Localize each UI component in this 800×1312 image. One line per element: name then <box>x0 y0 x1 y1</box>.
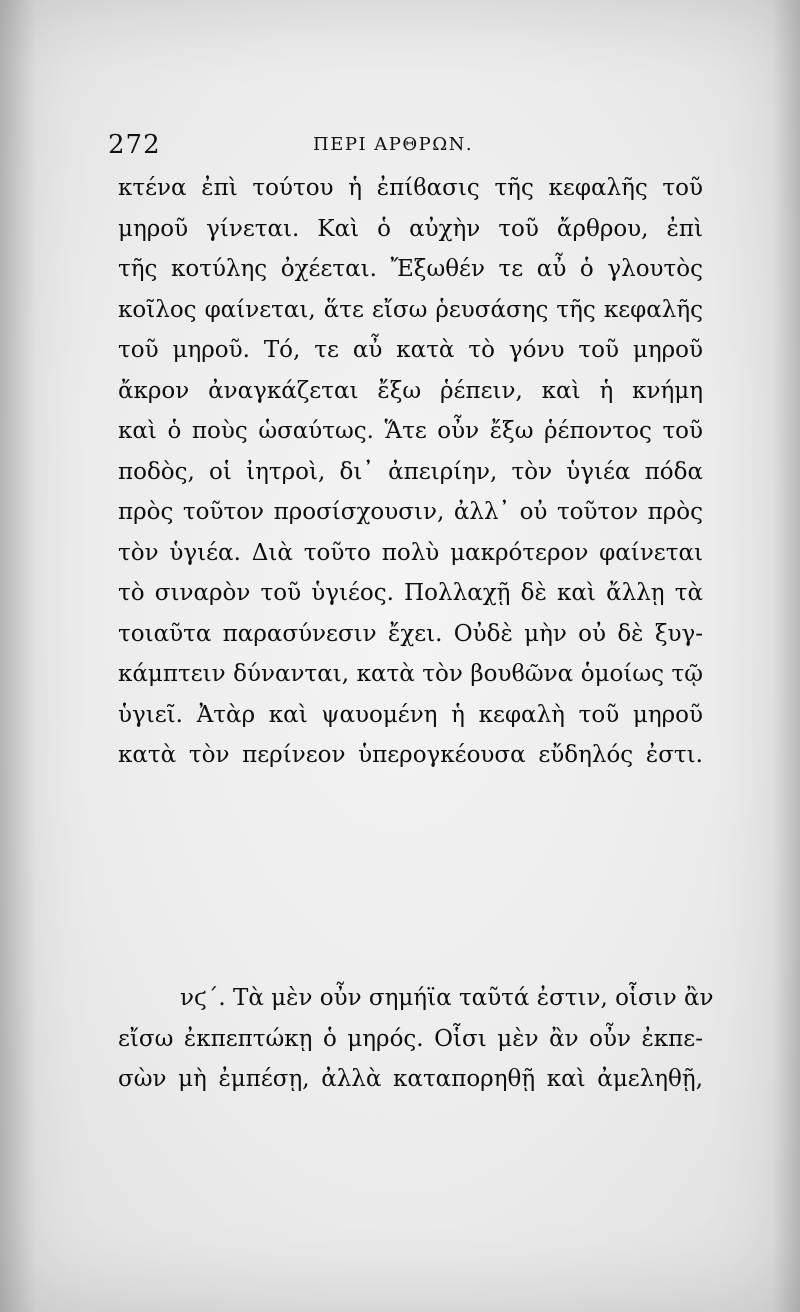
text-line: μηροῦ γίνεται. Καὶ ὁ αὐχὴν τοῦ ἄρθρου, ἐπὶ <box>118 215 703 242</box>
page-header <box>108 130 700 170</box>
text-line: σὼν μὴ ἐμπέσῃ, ἀλλὰ καταπορηθῇ καὶ ἀμεληθῇ, <box>118 1066 703 1092</box>
text-line: κτένα ἐπὶ τούτου ἡ ἐπίϐασις τῆς κεφαλῆς τοῦ <box>118 175 703 201</box>
text-line: κάμπτειν δύνανται, κατὰ τὸν βουϐῶνα ὁμοίως τῷ <box>118 661 703 687</box>
text-line: καὶ ὁ ποὺς ὡσαύτως. Ἅτε οὖν ἔξω ῥέποντος τοῦ <box>118 418 703 444</box>
text-line: τῆς κοτύλης ὀχέεται. Ἔξωθέν τε αὖ ὁ γλουτὸς <box>118 256 703 282</box>
page-right-shadow <box>772 0 800 1312</box>
text-line: κοῖλος φαίνεται, ἅτε εἴσω ῥευσάσης τῆς κεφαλῆς <box>118 296 703 323</box>
text-line: εἴσω ἐκπεπτώκῃ ὁ μηρός. Οἷσι μὲν ἂν οὖν ἐκπε- <box>118 1025 703 1052</box>
page-left-shadow <box>0 0 36 1312</box>
text-line: τὸ σιναρὸν τοῦ ὑγιέος. Πολλαχῇ δὲ καὶ ἄλλῃ τὰ <box>118 580 703 606</box>
text-line: ποδὸς, οἱ ἰητροὶ, δι᾽ ἀπειρίην, τὸν ὑγιέα πόδα <box>118 458 703 485</box>
text-line: κατὰ τὸν περίνεον ὑπερογκέουσα εὔδηλός ἐστι. <box>118 742 703 768</box>
text-line: τοιαῦτα παρασύνεσιν ἔχει. Οὐδὲ μὴν οὐ δὲ ξυγ- <box>118 620 703 647</box>
running-head: ΠΕΡΙ ΑΡΘΡΩΝ. <box>313 134 474 155</box>
text-line: ἄκρον ἀναγκάζεται ἔξω ῥέπειν, καὶ ἡ κνήμη <box>118 377 703 404</box>
paragraph-1 <box>118 168 703 776</box>
text-line: νϛ´. Τὰ μὲν οὖν σημήϊα ταῦτά ἐστιν, οἷσιν ἂν <box>180 985 714 1011</box>
paragraph-2 <box>118 978 714 1100</box>
page-number: 272 <box>108 130 161 160</box>
text-line: τοῦ μηροῦ. Τό, τε αὖ κατὰ τὸ γόνυ τοῦ μηροῦ <box>118 337 703 363</box>
text-line: πρὸς τοῦτον προσίσχουσιν, ἀλλ᾽ οὐ τοῦτον πρὸς <box>118 499 703 525</box>
text-line: τὸν ὑγιέα. Διὰ τοῦτο πολὺ μακρότερον φαίνεται <box>118 539 703 566</box>
text-line: ὑγιεῖ. Ἀτὰρ καὶ ψαυομένη ἡ κεφαλὴ τοῦ μηροῦ <box>118 701 703 728</box>
